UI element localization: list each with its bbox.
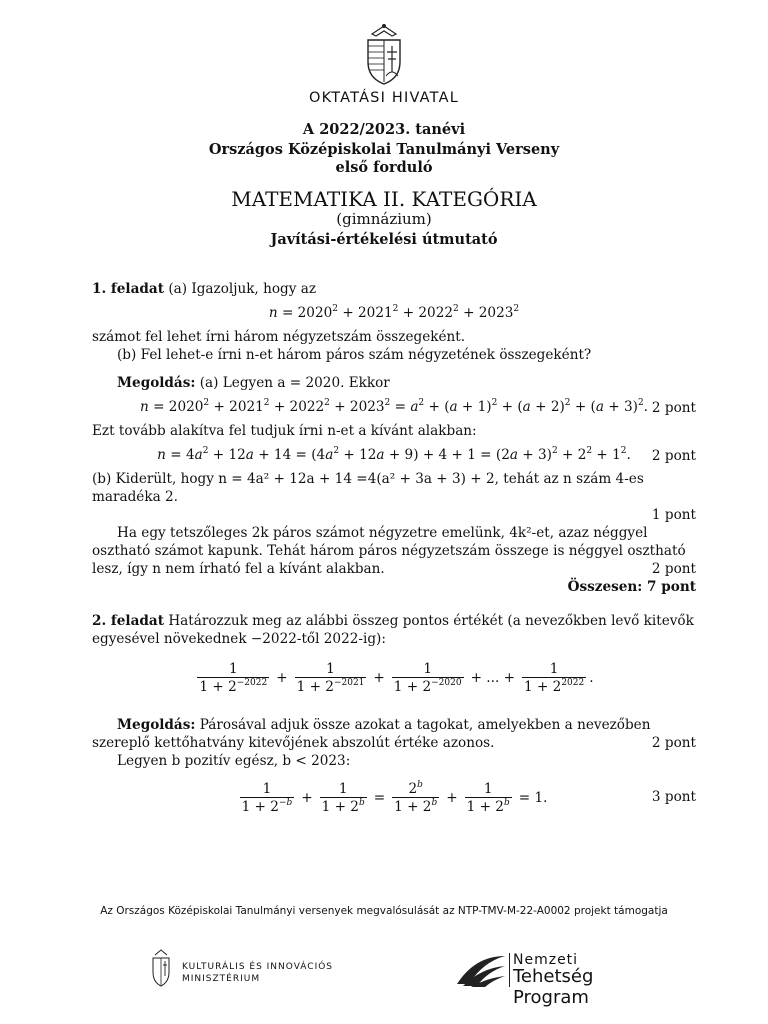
ministry-name-line2: MINISZTÉRIUM — [182, 974, 261, 984]
points-label: 3 pont — [651, 789, 696, 805]
task2-label: 2. feladat — [92, 613, 164, 629]
points-label: 1 pont — [651, 507, 696, 523]
task2-solution: Megoldás: Párosával adjuk össze azokat a tagokat, amelyekben a nevezőben szereplő kettőhatvány kitevőjének abszolút értéke azonos. — [92, 717, 651, 751]
points-label: 2 pont — [651, 735, 696, 751]
task2-pair-equation: $\frac{1}{1 + 2^{-b}}$ + $\frac{1}{1 + 2^b}$ = $\frac{2^b}{1 + 2^b}$ + $\frac{1}{1 + 2^b}$ = 1. 3 pont — [241, 780, 696, 815]
points-label: 2 pont — [651, 400, 696, 416]
program-name-line2: Tehetség Program — [513, 966, 594, 1008]
task1-intro: (a) Igazoljuk, hogy az — [168, 281, 316, 297]
points-label: 2 pont — [651, 448, 696, 464]
program-logo — [455, 950, 675, 1008]
task1-solution-label: Megoldás: — [117, 375, 196, 391]
logo-divider — [509, 953, 510, 987]
office-name: OKTATÁSI HIVATAL — [309, 90, 459, 106]
document-body — [92, 280, 696, 822]
task1-equation: $n = 2020^2 + 2021^2 + 2022^2 + 2023^2$ — [268, 304, 520, 321]
ministry-crest-icon — [150, 948, 172, 988]
task1-continue: Ezt tovább alakítva fel tudjuk írni n-et a kívánt alakban: — [92, 423, 477, 439]
ministry-name-line1: KULTURÁLIS ÉS INNOVÁCIÓS — [182, 962, 334, 972]
swoosh-icon — [455, 950, 509, 990]
task1-statement — [92, 280, 696, 298]
task2-statement — [92, 612, 696, 648]
support-footer: Az Országos Középiskolai Tanulmányi versenyek megvalósulását az NTP-TMV-M-22-A0002 projekt támogatja — [100, 905, 668, 917]
task1-equation-3: $n = 4a^2 + 12a + 14 = (4a^2 + 12a + 9) + 4 + 1 = (2a + 3)^2 + 2^2 + 1^2$. 2 pont — [157, 446, 696, 464]
task1-paragraph: Ha egy tetszőleges 2k páros számot négyzetre emelünk, 4k²-et, azaz néggyel osztható számot kapunk. Tehát három páros négyzetszám összege is néggyel osztható lesz, így n nem írható fel a kívánt alakban. — [92, 525, 686, 577]
task2-solution-label: Megoldás: — [117, 717, 196, 733]
task2-sum-equation: $\frac{1}{1 + 2^{-2022}}$ + $\frac{1}{1 + 2^{-2021}}$ + $\frac{1}{1 + 2^{-2020}}$ + ... + $\frac{1}{1 + 2^{2022}}$ . — [199, 661, 594, 695]
task1-equation-2: $n = 2020^2 + 2021^2 + 2022^2 + 2023^2 = a^2 + (a + 1)^2 + (a + 2)^2 + (a + 3)^2$. 2 pont — [140, 398, 696, 416]
task1-total: Összesen: 7 pont — [567, 579, 696, 595]
page-title: MATEMATIKA II. KATEGÓRIA — [231, 187, 537, 211]
coat-of-arms-logo — [362, 22, 406, 86]
round-name: első forduló — [335, 159, 433, 176]
task2-intro: Határozzuk meg az alábbi összeg pontos értékét (a nevezőkben levő kitevők egyesével növekednek −2022-től 2022-ig): — [92, 613, 694, 647]
program-name-line1: Nemzeti — [513, 952, 579, 968]
page-subtitle: (gimnázium) — [336, 210, 432, 228]
task1-after-equation: számot fel lehet írni három négyzetszám összegeként. — [92, 329, 466, 345]
task1-part-b: (b) Fel lehet-e írni n-et három páros szám négyzetének összegeként? — [117, 347, 592, 363]
competition-name: Országos Középiskolai Tanulmányi Verseny — [208, 141, 560, 158]
ministry-logo — [150, 948, 450, 998]
guide-title: Javítási-értékelési útmutató — [270, 231, 498, 248]
school-year: A 2022/2023. tanévi — [302, 121, 466, 138]
points-label: 2 pont — [651, 561, 696, 577]
task1-label: 1. feladat — [92, 281, 164, 297]
task2-let-b: Legyen b pozitív egész, b < 2023: — [117, 753, 351, 769]
task1-part-b-solution: (b) Kiderült, hogy n = 4a² + 12a + 14 =4(a² + 3a + 3) + 2, tehát az n szám 4-es maradéka 2. — [92, 471, 644, 505]
task1-solution-intro: Megoldás: (a) Legyen a = 2020. Ekkor — [117, 375, 390, 391]
